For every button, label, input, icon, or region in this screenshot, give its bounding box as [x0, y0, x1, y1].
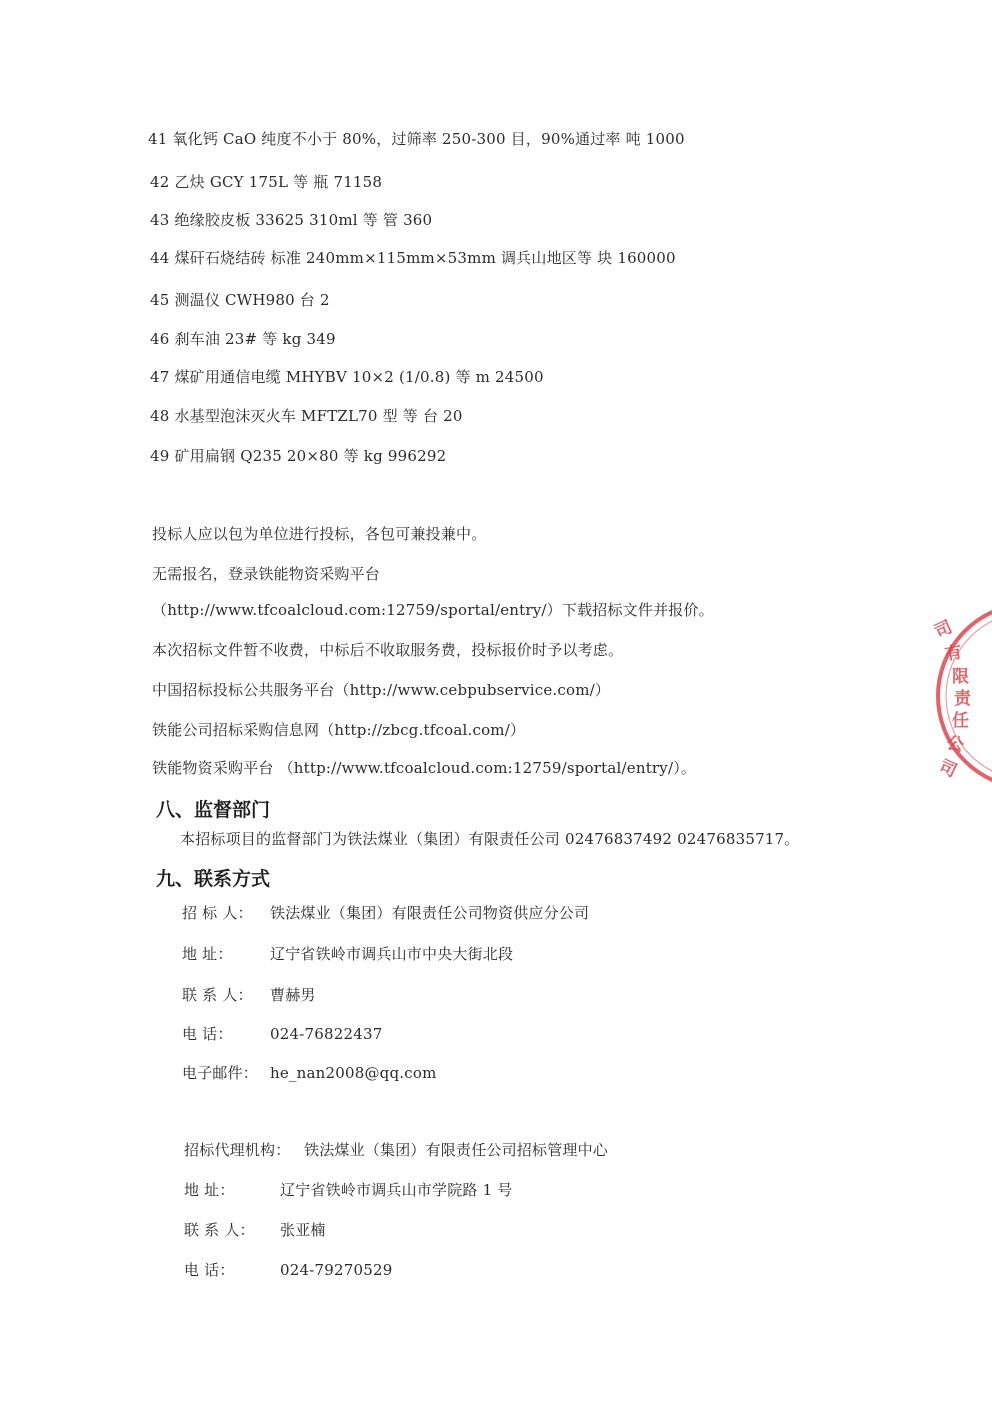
note-line: 铁能公司招标采购信息网（http://zbcg.tfcoal.com/）: [152, 721, 526, 739]
list-item: 43 绝缘胶皮板 33625 310ml 等 管 360: [150, 211, 433, 229]
contact-row-person: [182, 985, 316, 1005]
note-line: 本次招标文件暂不收费，中标后不收取服务费，投标报价时予以考虑。: [152, 641, 624, 659]
list-item: 46 刹车油 23# 等 kg 349: [150, 330, 336, 348]
list-item: 41 氧化钙 CaO 纯度不小于 80%，过筛率 250-300 目，90%通过率 吨 1000: [148, 130, 685, 148]
svg-text:司: 司: [935, 756, 960, 782]
agency-row-name: [184, 1140, 608, 1160]
svg-text:公: 公: [945, 733, 966, 756]
list-item: 47 煤矿用通信电缆 MHYBV 10×2 (1/0.8) 等 m 24500: [150, 368, 544, 386]
note-line: 投标人应以包为单位进行投标，各包可兼投兼中。: [152, 525, 487, 543]
contact-value: 024-76822437: [270, 1025, 383, 1043]
list-item: 44 煤矸石烧结砖 标准 240mm×115mm×53mm 调兵山地区等 块 160000: [150, 249, 676, 267]
section-heading-supervision: 八、监督部门: [156, 799, 271, 821]
contact-row-email: [182, 1063, 437, 1083]
contact-value: he_nan2008@qq.com: [270, 1064, 437, 1082]
section-heading-contact: 九、联系方式: [156, 868, 271, 890]
note-line: 无需报名，登录铁能物资采购平台: [152, 565, 381, 583]
contact-value: 辽宁省铁岭市调兵山市中央大街北段: [270, 945, 514, 963]
contact-label: 电 话：: [182, 1025, 233, 1043]
svg-text:任: 任: [952, 711, 969, 731]
contact-value: 张亚楠: [280, 1221, 326, 1239]
contact-label: 地 址：: [182, 945, 233, 963]
note-line: 中国招标投标公共服务平台（http://www.cebpubservice.com/）: [152, 681, 611, 699]
company-seal-stamp: [932, 598, 992, 794]
contact-value: 024-79270529: [280, 1261, 393, 1279]
contact-label: 地 址：: [184, 1181, 235, 1199]
svg-text:限: 限: [952, 667, 969, 687]
contact-label: 联 系 人：: [182, 986, 253, 1004]
contact-label: 电 话：: [184, 1261, 235, 1279]
contact-value: 曹赫男: [270, 986, 316, 1004]
contact-label: 联 系 人：: [184, 1221, 255, 1239]
contact-row-phone: [182, 1024, 382, 1044]
note-line: （http://www.tfcoalcloud.com:12759/sportal/entry/）下载招标文件并报价。: [152, 601, 714, 619]
agency-row-person: [184, 1220, 326, 1240]
contact-value: 铁法煤业（集团）有限责任公司招标管理中心: [304, 1141, 609, 1159]
contact-value: 铁法煤业（集团）有限责任公司物资供应分公司: [270, 904, 590, 922]
agency-row-phone: [184, 1260, 392, 1280]
contact-label: 招 标 人：: [182, 904, 253, 922]
contact-row-tenderer: [182, 903, 589, 923]
supervision-text: 本招标项目的监督部门为铁法煤业（集团）有限责任公司 02476837492 02476835717。: [180, 830, 800, 848]
list-item: 45 测温仪 CWH980 台 2: [150, 291, 330, 309]
contact-value: 辽宁省铁岭市调兵山市学院路 1 号: [280, 1181, 513, 1199]
list-item: 49 矿用扁钢 Q235 20×80 等 kg 996292: [150, 447, 447, 465]
contact-label: 招标代理机构：: [184, 1141, 291, 1159]
svg-text:责: 责: [954, 689, 971, 709]
agency-row-address: [184, 1180, 512, 1200]
list-item: 42 乙炔 GCY 175L 等 瓶 71158: [150, 173, 383, 191]
note-line: 铁能物资采购平台 （http://www.tfcoalcloud.com:12759/sportal/entry/）。: [152, 759, 697, 777]
contact-row-address: [182, 944, 513, 964]
list-item: 48 水基型泡沫灭火车 MFTZL70 型 等 台 20: [150, 407, 463, 425]
svg-text:司: 司: [932, 617, 956, 643]
svg-text:有: 有: [943, 642, 964, 665]
contact-label: 电子邮件：: [182, 1064, 259, 1082]
